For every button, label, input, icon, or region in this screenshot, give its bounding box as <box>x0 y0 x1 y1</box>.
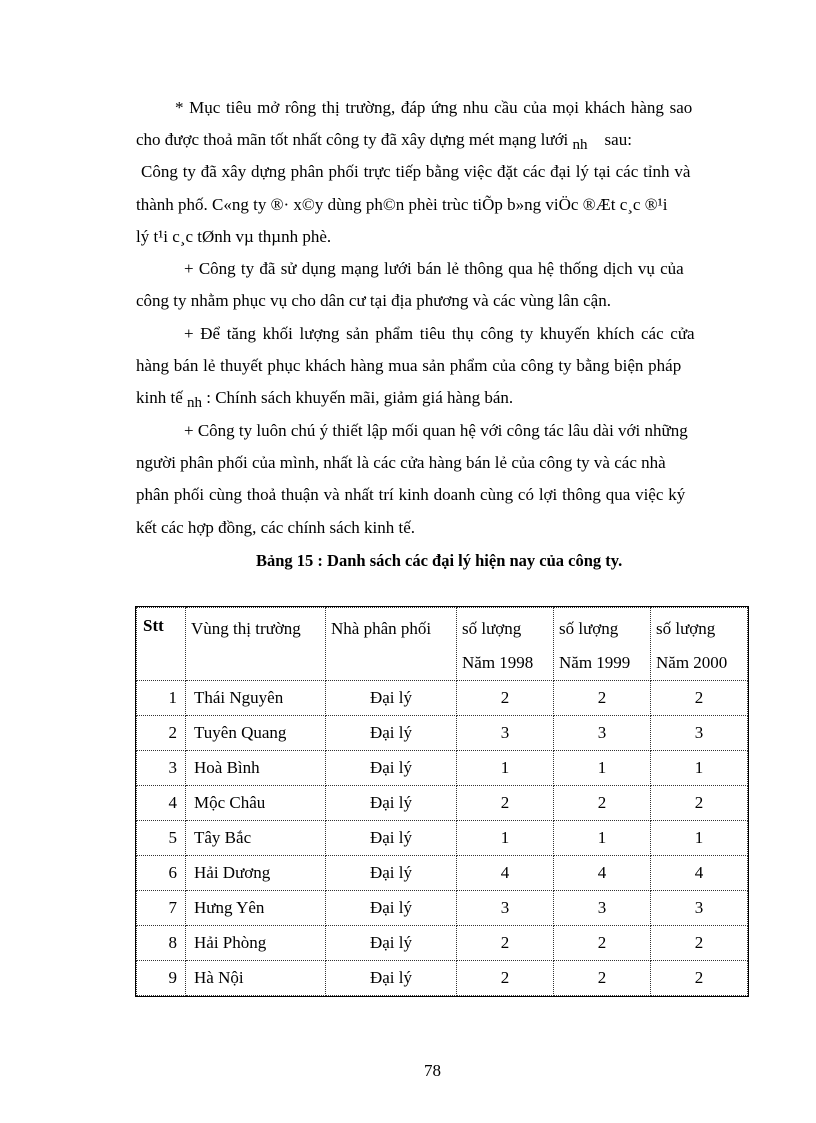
cell-1998: 3 <box>457 891 554 926</box>
cell-region: Tuyên Quang <box>186 716 326 751</box>
table-row <box>137 786 748 821</box>
cell-stt: 8 <box>137 926 186 961</box>
paragraph-line: hàng bán lẻ thuyết phục khách hàng mua sản phẩm của công ty bằng biện pháp <box>136 356 682 375</box>
paragraph-line: + Để tăng khối lượng sản phẩm tiêu thụ công ty khuyến khích các cửa <box>184 324 695 343</box>
cell-stt: 2 <box>137 716 186 751</box>
cell-distributor: Đại lý <box>326 716 457 751</box>
paragraph-line: * Mục tiêu mở rông thị trường, đáp ứng nhu cầu của mọi khách hàng sao <box>175 98 693 117</box>
cell-distributor: Đại lý <box>326 751 457 786</box>
table-row <box>137 891 748 926</box>
cell-1998: 4 <box>457 856 554 891</box>
cell-distributor: Đại lý <box>326 961 457 996</box>
cell-1999: 3 <box>554 891 651 926</box>
paragraph-text: : Chính sách khuyến mãi, giảm giá hàng bán. <box>206 388 514 407</box>
cell-2000: 2 <box>651 681 748 716</box>
paragraph-line: + Công ty luôn chú ý thiết lập mối quan hệ với công tác lâu dài với những <box>184 421 688 440</box>
page-number: 78 <box>424 1061 441 1080</box>
paragraph-text: cho được thoả mãn tốt nhất công ty đã xây dựng mét mạng lưới <box>136 130 569 149</box>
header-stt: Stt <box>137 608 186 681</box>
header-distributor: Nhà phân phối <box>326 608 457 681</box>
cell-distributor: Đại lý <box>326 926 457 961</box>
cell-1998: 2 <box>457 926 554 961</box>
paragraph-line: Công ty đã xây dựng phân phối trực tiếp bằng việc đặt các đại lý tại các tỉnh và <box>141 162 691 181</box>
paragraph-subscript: nh <box>187 395 202 411</box>
cell-1999: 3 <box>554 716 651 751</box>
cell-stt: 7 <box>137 891 186 926</box>
cell-region: Hải Phòng <box>186 926 326 961</box>
agents-table <box>136 607 748 996</box>
cell-region: Tây Bắc <box>186 821 326 856</box>
cell-distributor: Đại lý <box>326 856 457 891</box>
paragraph-line: công ty nhằm phục vụ cho dân cư tại địa phương và các vùng lân cận. <box>136 291 611 310</box>
cell-region: Hà Nội <box>186 961 326 996</box>
cell-2000: 2 <box>651 786 748 821</box>
table-row <box>137 961 748 996</box>
table-row <box>137 751 748 786</box>
paragraph-line: kết các hợp đồng, các chính sách kinh tế. <box>136 518 415 537</box>
cell-distributor: Đại lý <box>326 891 457 926</box>
cell-2000: 3 <box>651 716 748 751</box>
cell-1998: 3 <box>457 716 554 751</box>
cell-stt: 1 <box>137 681 186 716</box>
paragraph-line: người phân phối của mình, nhất là các cửa hàng bán lẻ của công ty và các nhà <box>136 453 666 472</box>
paragraph-subscript: nh <box>572 137 588 153</box>
table-header-row <box>137 608 748 681</box>
cell-stt: 3 <box>137 751 186 786</box>
cell-2000: 1 <box>651 751 748 786</box>
header-2000: số lượng Năm 2000 <box>651 608 748 681</box>
paragraph-line <box>136 388 514 411</box>
cell-stt: 5 <box>137 821 186 856</box>
cell-region: Thái Nguyên <box>186 681 326 716</box>
cell-1999: 1 <box>554 751 651 786</box>
table-caption: Bảng 15 : Danh sách các đại lý hiện nay của công ty. <box>256 551 623 570</box>
header-1999: số lượng Năm 1999 <box>554 608 651 681</box>
cell-region: Hoà Bình <box>186 751 326 786</box>
cell-region: Hải Dương <box>186 856 326 891</box>
cell-1999: 4 <box>554 856 651 891</box>
table-row <box>137 716 748 751</box>
paragraph-text: kinh tế <box>136 388 183 407</box>
paragraph-line: phân phối cùng thoả thuận và nhất trí kinh doanh cùng có lợi thông qua việc ký <box>136 485 686 504</box>
paragraph-line <box>136 130 632 153</box>
table-row <box>137 821 748 856</box>
cell-1998: 2 <box>457 786 554 821</box>
paragraph-line: thành phố. C«ng ty ®· x©y dùng ph©n phèi trùc tiÕp b»ng viÖc ®Æt c¸c ®¹i <box>136 195 668 214</box>
cell-region: Mộc Châu <box>186 786 326 821</box>
cell-1999: 2 <box>554 681 651 716</box>
cell-stt: 9 <box>137 961 186 996</box>
cell-1999: 1 <box>554 821 651 856</box>
cell-1998: 2 <box>457 681 554 716</box>
header-1998: số lượng Năm 1998 <box>457 608 554 681</box>
paragraph-text: sau: <box>604 130 632 149</box>
cell-2000: 2 <box>651 961 748 996</box>
cell-distributor: Đại lý <box>326 681 457 716</box>
cell-1998: 1 <box>457 821 554 856</box>
cell-stt: 6 <box>137 856 186 891</box>
cell-1999: 2 <box>554 961 651 996</box>
cell-1999: 2 <box>554 926 651 961</box>
cell-2000: 1 <box>651 821 748 856</box>
header-region: Vùng thị trường <box>186 608 326 681</box>
cell-1999: 2 <box>554 786 651 821</box>
cell-region: Hưng Yên <box>186 891 326 926</box>
table-row <box>137 856 748 891</box>
paragraph-line: + Công ty đã sử dụng mạng lưới bán lẻ thông qua hệ thống dịch vụ của <box>184 259 684 278</box>
cell-2000: 3 <box>651 891 748 926</box>
table-row <box>137 926 748 961</box>
cell-1998: 1 <box>457 751 554 786</box>
cell-2000: 4 <box>651 856 748 891</box>
cell-stt: 4 <box>137 786 186 821</box>
cell-distributor: Đại lý <box>326 821 457 856</box>
cell-distributor: Đại lý <box>326 786 457 821</box>
table-row <box>137 681 748 716</box>
paragraph-line: lý t¹i c¸c tØnh vµ thµnh phè. <box>136 227 332 246</box>
cell-1998: 2 <box>457 961 554 996</box>
cell-2000: 2 <box>651 926 748 961</box>
